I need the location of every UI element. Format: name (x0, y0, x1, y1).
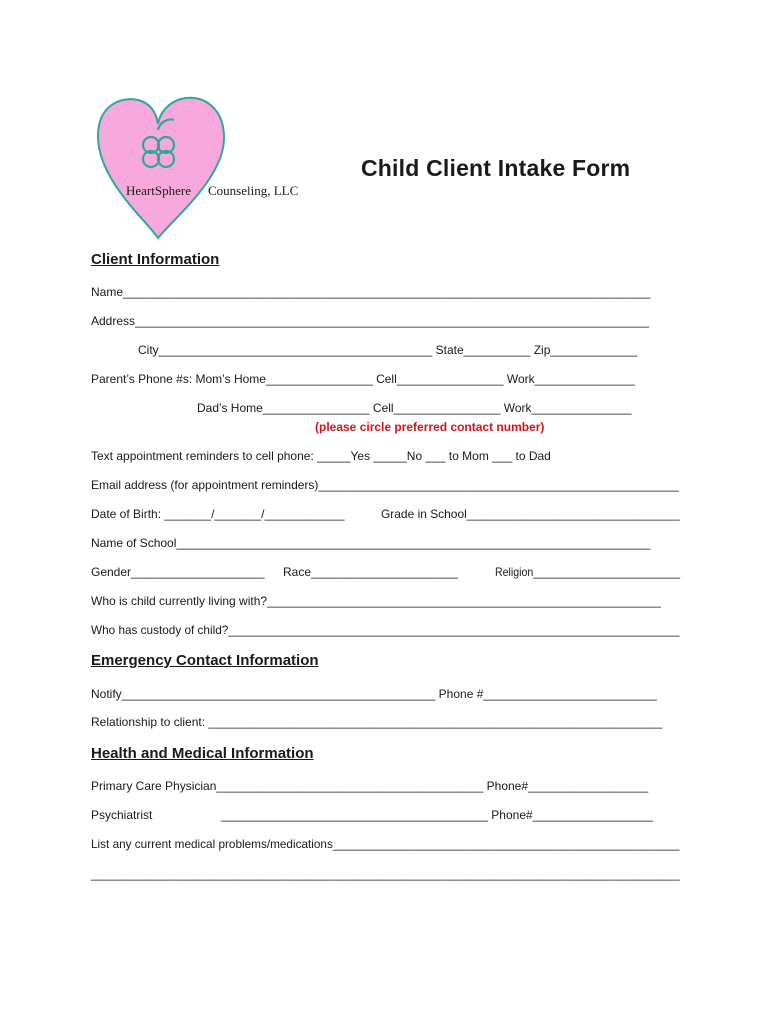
address-field[interactable]: Address_____________________________________________________________________________ (91, 314, 649, 328)
primary-care-physician-field[interactable]: Primary Care Physician________________________________________ Phone#__________________ (91, 779, 649, 793)
email-field[interactable]: Email address (for appointment reminders)______________________________________________________ (91, 478, 679, 492)
heartsphere-logo (88, 92, 298, 242)
circle-preferred-note: (please circle preferred contact number) (315, 420, 545, 434)
name-field[interactable]: Name_______________________________________________________________________________ (91, 285, 651, 299)
religion-field[interactable]: Religion_________________________ (495, 565, 681, 579)
city-state-zip-field[interactable]: City_________________________________________ State__________ Zip_____________ (138, 343, 638, 357)
notify-field[interactable]: Notify_______________________________________________ Phone #__________________________ (91, 687, 657, 701)
relationship-field[interactable]: Relationship to client: ____________________________________________________________________ (91, 715, 663, 729)
heart-shape (98, 98, 224, 238)
section-emergency-contact: Emergency Contact Information (91, 652, 319, 669)
custody-field[interactable]: Who has custody of child?_____________________________________________________________________ (91, 623, 680, 637)
school-name-field[interactable]: Name of School_______________________________________________________________________ (91, 536, 651, 550)
medications-continuation-line[interactable]: ___________________________________________________________________________________________________ (91, 867, 680, 881)
section-client-information: Client Information (91, 251, 220, 268)
heart-logo-icon (88, 92, 298, 242)
medications-field[interactable]: List any current medical problems/medications_____________________________________________________ (91, 837, 680, 851)
dad-phone-field[interactable]: Dad’s Home________________ Cell________________ Work_______________ (197, 401, 632, 415)
logo-text-left: HeartSphere (126, 183, 191, 198)
section-health-medical: Health and Medical Information (91, 745, 314, 762)
logo-text-right: Counseling, LLC (208, 183, 298, 198)
race-field[interactable]: Race______________________ (283, 565, 458, 579)
psychiatrist-label: Psychiatrist (91, 808, 153, 822)
psychiatrist-field[interactable]: ________________________________________ Phone#__________________ (221, 808, 653, 822)
form-title: Child Client Intake Form (361, 155, 631, 181)
gender-field[interactable]: Gender____________________ (91, 565, 265, 579)
living-with-field[interactable]: Who is child currently living with?___________________________________________________________ (91, 594, 661, 608)
text-reminders-field[interactable]: Text appointment reminders to cell phone: _____Yes _____No ___ to Mom ___ to Dad (91, 449, 551, 463)
date-of-birth-field[interactable]: Date of Birth: _______/_______/____________ (91, 507, 345, 521)
mom-phone-field[interactable]: Parent’s Phone #s: Mom’s Home________________ Cell________________ Work_______________ (91, 372, 635, 386)
grade-field[interactable]: Grade in School________________________________ (381, 507, 680, 521)
